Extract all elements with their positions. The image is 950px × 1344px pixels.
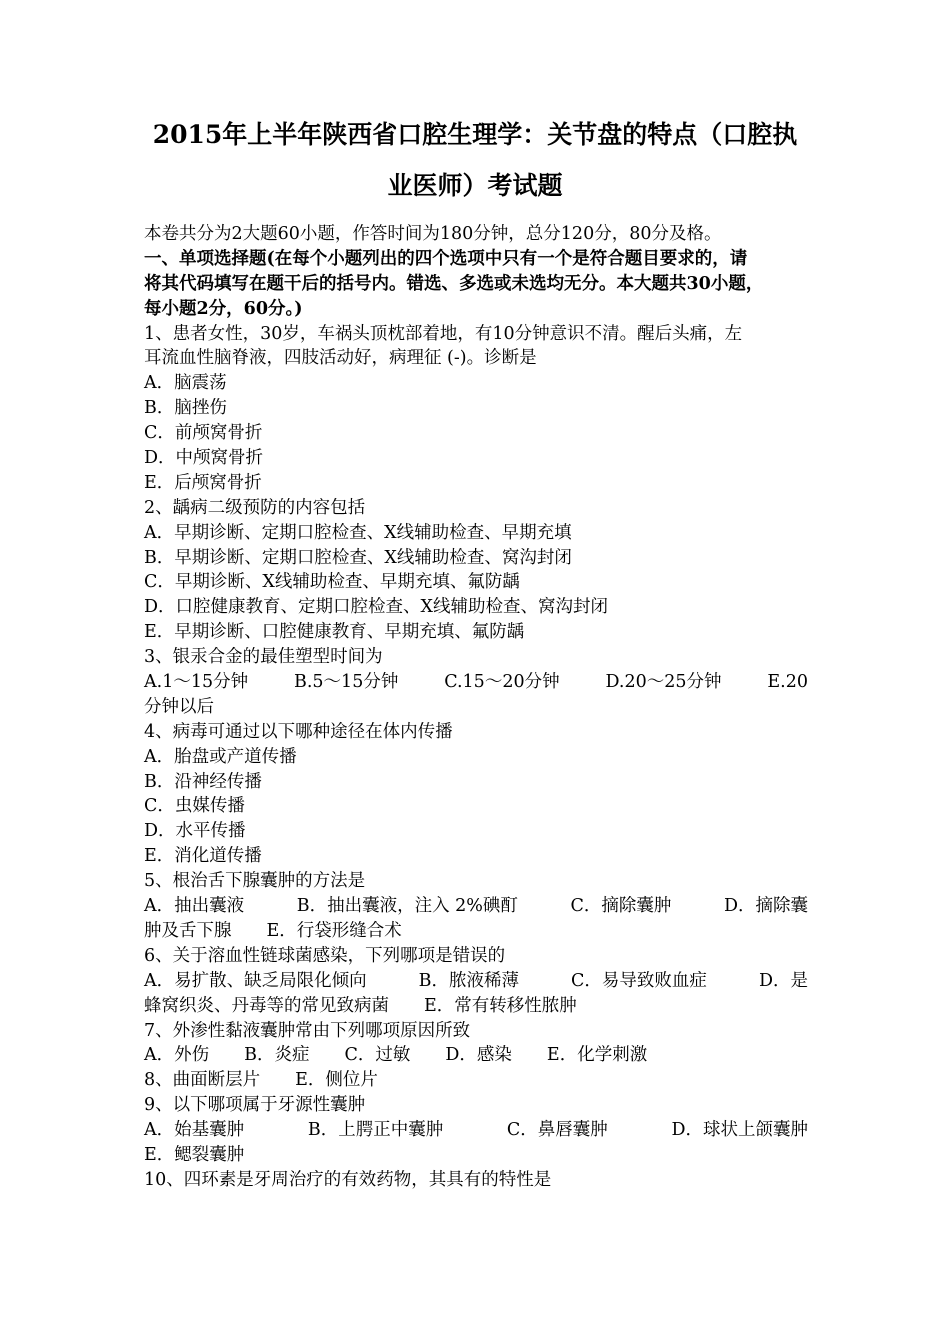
question-2-option-c: C．早期诊断、X线辅助检查、早期充填、氟防龋 [144, 572, 520, 593]
question-1-option-b: B．脑挫伤 [144, 398, 227, 419]
question-3-stem: 3、银汞合金的最佳塑型时间为 [144, 647, 383, 668]
question-1-option-d: D．中颅窝骨折 [144, 448, 264, 469]
question-3-option-a: A.1～15分钟 [144, 672, 249, 693]
question-9-stem: 9、以下哪项属于牙源性囊肿 [144, 1095, 366, 1116]
question-9-option-b: B．上腭正中囊肿 [307, 1120, 444, 1141]
question-2-option-b: B．早期诊断、定期口腔检查、X线辅助检查、窝沟封闭 [144, 547, 572, 568]
question-3-option-c: C.15～20分钟 [444, 672, 560, 693]
question-7-options: A．外伤 B．炎症 C．过敏 D．感染 E．化学刺激 [144, 1045, 648, 1066]
question-3-options [144, 670, 808, 695]
question-4-option-c: C．虫媒传播 [144, 796, 245, 817]
question-9-option-d: D．球状上颌囊肿 [671, 1120, 808, 1141]
question-4-option-d: D．水平传播 [144, 821, 246, 842]
section-1-heading: 一、单项选择题(在每个小题列出的四个选项中只有一个是符合题目要求的，请 [144, 248, 748, 269]
question-1-stem: 1、患者女性，30岁，车祸头顶枕部着地，有10分钟意识不清。醒后头痛，左 [144, 323, 743, 344]
question-3-option-e: E.20 [767, 672, 808, 693]
question-5-stem: 5、根治舌下腺囊肿的方法是 [144, 871, 366, 892]
document-title-line-2: 业医师）考试题 [387, 171, 563, 200]
question-6-option-c: C．易导致败血症 [571, 970, 707, 991]
question-3-option-b: B.5～15分钟 [294, 672, 399, 693]
question-9-option-c: C．鼻唇囊肿 [506, 1120, 608, 1141]
question-2-stem: 2、龋病二级预防的内容包括 [144, 497, 366, 518]
question-6-option-a: A．易扩散、缺乏局限化倾向 [144, 970, 367, 991]
question-5-option-b: B．抽出囊液，注入 2%碘酊 [296, 896, 518, 917]
question-3-option-continuation: 分钟以后 [144, 696, 214, 717]
question-5-option-d: D．摘除囊 [723, 896, 808, 917]
document-title-line-1: 2015年上半年陕西省口腔生理学：关节盘的特点（口腔执 [152, 120, 798, 149]
question-6-option-d: D．是 [758, 970, 808, 991]
question-9-option-continuation: E．鳃裂囊肿 [144, 1144, 245, 1165]
question-5-option-continuation: 肿及舌下腺 E．行袋形缝合术 [144, 920, 402, 941]
question-6-option-continuation: 蜂窝织炎、丹毒等的常见致病菌 E．常有转移性脓肿 [144, 995, 577, 1016]
question-5-option-a: A．抽出囊液 [144, 896, 245, 917]
question-1-option-c: C．前颅窝骨折 [144, 423, 263, 444]
question-1-option-a: A．脑震荡 [144, 373, 227, 394]
question-6-stem: 6、关于溶血性链球菌感染，下列哪项是错误的 [144, 945, 506, 966]
exam-intro: 本卷共分为2大题60小题，作答时间为180分钟，总分120分，80分及格。 [144, 224, 722, 244]
question-5-options [144, 894, 808, 919]
question-6-options [144, 969, 808, 994]
question-6-option-b: B．脓液稀薄 [418, 970, 520, 991]
question-4-option-e: E．消化道传播 [144, 846, 262, 867]
question-4-stem: 4、病毒可通过以下哪种途径在体内传播 [144, 721, 453, 742]
question-1-stem: 耳流血性脑脊液，四肢活动好，病理征 (-)。诊断是 [144, 348, 537, 369]
question-7-stem: 7、外渗性黏液囊肿常由下列哪项原因所致 [144, 1020, 471, 1041]
question-3-option-d: D.20～25分钟 [605, 672, 722, 693]
question-9-options [144, 1118, 808, 1143]
question-2-option-e: E．早期诊断、口腔健康教育、早期充填、氟防龋 [144, 622, 525, 643]
section-1-heading: 每小题2分，60分。) [144, 298, 303, 319]
question-2-option-a: A．早期诊断、定期口腔检查、X线辅助检查、早期充填 [144, 522, 572, 543]
question-2-option-d: D．口腔健康教育、定期口腔检查、X线辅助检查、窝沟封闭 [144, 597, 608, 618]
question-4-option-b: B．沿神经传播 [144, 771, 262, 792]
question-5-option-c: C．摘除囊肿 [570, 896, 672, 917]
question-4-option-a: A．胎盘或产道传播 [144, 746, 297, 767]
question-8-stem: 8、曲面断层片 E．侧位片 [144, 1070, 378, 1091]
question-1-option-e: E．后颅窝骨折 [144, 472, 262, 493]
section-1-heading: 将其代码填写在题干后的括号内。错选、多选或未选均无分。本大题共30小题， [144, 273, 764, 294]
question-9-option-a: A．始基囊肿 [144, 1120, 245, 1141]
document-body [144, 222, 808, 1193]
question-10-stem: 10、四环素是牙周治疗的有效药物，其具有的特性是 [144, 1169, 552, 1190]
